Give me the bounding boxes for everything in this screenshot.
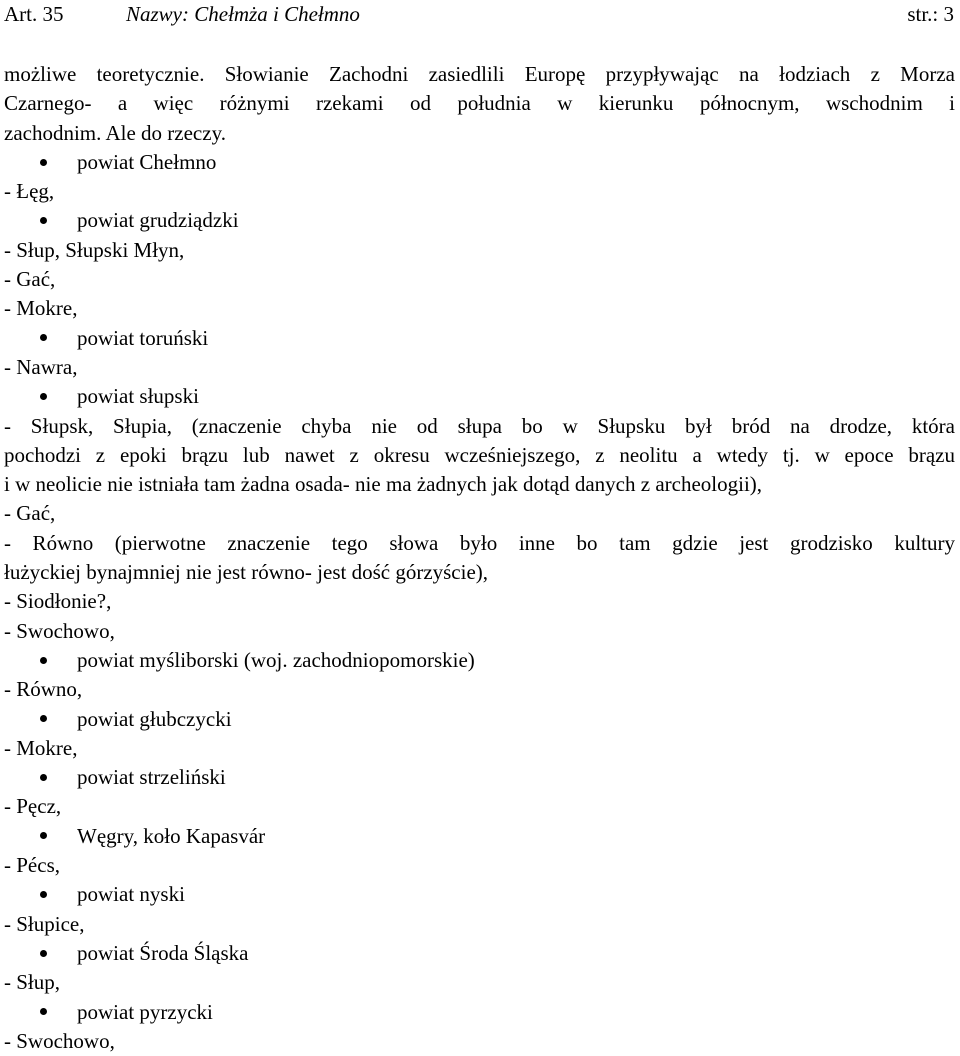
place-name-line: - Słupsk, Słupia, (znaczenie chyba nie od słupa bo w Słupsku był bród na drodze, która [4, 413, 955, 438]
district-label: powiat myśliborski (woj. zachodniopomorskie) [77, 647, 475, 672]
district-heading [4, 763, 955, 792]
place-name-list [4, 148, 955, 1056]
bullet-icon [40, 774, 47, 781]
intro-line: Czarnego- a więc różnymi rzekami od południa w kierunku północnym, wschodnim i [4, 91, 955, 116]
bullet-icon [40, 159, 47, 166]
district-heading [4, 939, 955, 968]
place-name-line: - Słup, Słupski Młyn, [4, 237, 185, 262]
page-header [4, 0, 954, 28]
district-label: powiat głubczycki [77, 706, 232, 731]
district-label: powiat nyski [77, 882, 185, 907]
place-name-line: - Słup, [4, 970, 61, 995]
district-heading [4, 880, 955, 909]
district-heading [4, 822, 955, 851]
district-label: powiat Chełmno [77, 149, 217, 174]
bullet-icon [40, 715, 47, 722]
bullet-icon [40, 1008, 47, 1015]
article-number: Art. 35 [4, 2, 64, 26]
district-label: powiat grudziądzki [77, 208, 239, 233]
place-name-line: - Siodłonie?, [4, 589, 112, 614]
document-body [4, 60, 955, 1056]
bullet-icon [40, 217, 47, 224]
district-label: powiat strzeliński [77, 765, 226, 790]
district-label: powiat słupski [77, 384, 199, 409]
place-name-line: pochodzi z epoki brązu lub nawet z okresu wcześniejszego, z neolitu a wtedy tj. w epoce brązu [4, 442, 955, 467]
place-name-line: - Nawra, [4, 354, 78, 379]
place-name-line: - Pęcz, [4, 794, 62, 819]
bullet-icon [40, 657, 47, 664]
district-label: powiat pyrzycki [77, 999, 213, 1024]
article-title: Nazwy: Chełmża i Chełmno [126, 2, 360, 26]
district-heading [4, 206, 955, 235]
bullet-icon [40, 891, 47, 898]
place-name-line: - Gać, [4, 501, 56, 526]
district-heading [4, 382, 955, 411]
place-name-line: - Równo (pierwotne znaczenie tego słowa było inne bo tam gdzie jest grodzisko kultury [4, 530, 955, 555]
place-name-line: - Mokre, [4, 735, 78, 760]
place-name-line: łużyckiej bynajmniej nie jest równo- jest dość górzyście), [4, 560, 489, 585]
district-heading [4, 148, 955, 177]
place-name-line: - Swochowo, [4, 1028, 115, 1053]
intro-line: zachodnim. Ale do rzeczy. [4, 120, 226, 145]
place-name-line: - Równo, [4, 677, 83, 702]
district-label: Węgry, koło Kapasvár [77, 823, 266, 848]
district-heading [4, 324, 955, 353]
bullet-icon [40, 832, 47, 839]
place-name-line: - Łęg, [4, 179, 55, 204]
district-heading [4, 998, 955, 1027]
place-name-line: - Swochowo, [4, 618, 115, 643]
page-number: str.: 3 [907, 2, 954, 26]
bullet-icon [40, 334, 47, 341]
place-name-line: - Pécs, [4, 853, 60, 878]
district-label: powiat toruński [77, 325, 209, 350]
district-label: powiat Środa Śląska [77, 940, 249, 965]
place-name-line: - Słupice, [4, 911, 85, 936]
bullet-icon [40, 393, 47, 400]
intro-line: możliwe teoretycznie. Słowianie Zachodni zasiedlili Europę przypływając na łodziach z Morza [4, 62, 955, 86]
place-name-line: - Mokre, [4, 296, 78, 321]
bullet-icon [40, 950, 47, 957]
place-name-line: i w neolicie nie istniała tam żadna osada- nie ma żadnych jak dotąd danych z archeologii), [4, 472, 763, 497]
place-name-line: - Gać, [4, 267, 56, 292]
district-heading [4, 646, 955, 675]
district-heading [4, 705, 955, 734]
